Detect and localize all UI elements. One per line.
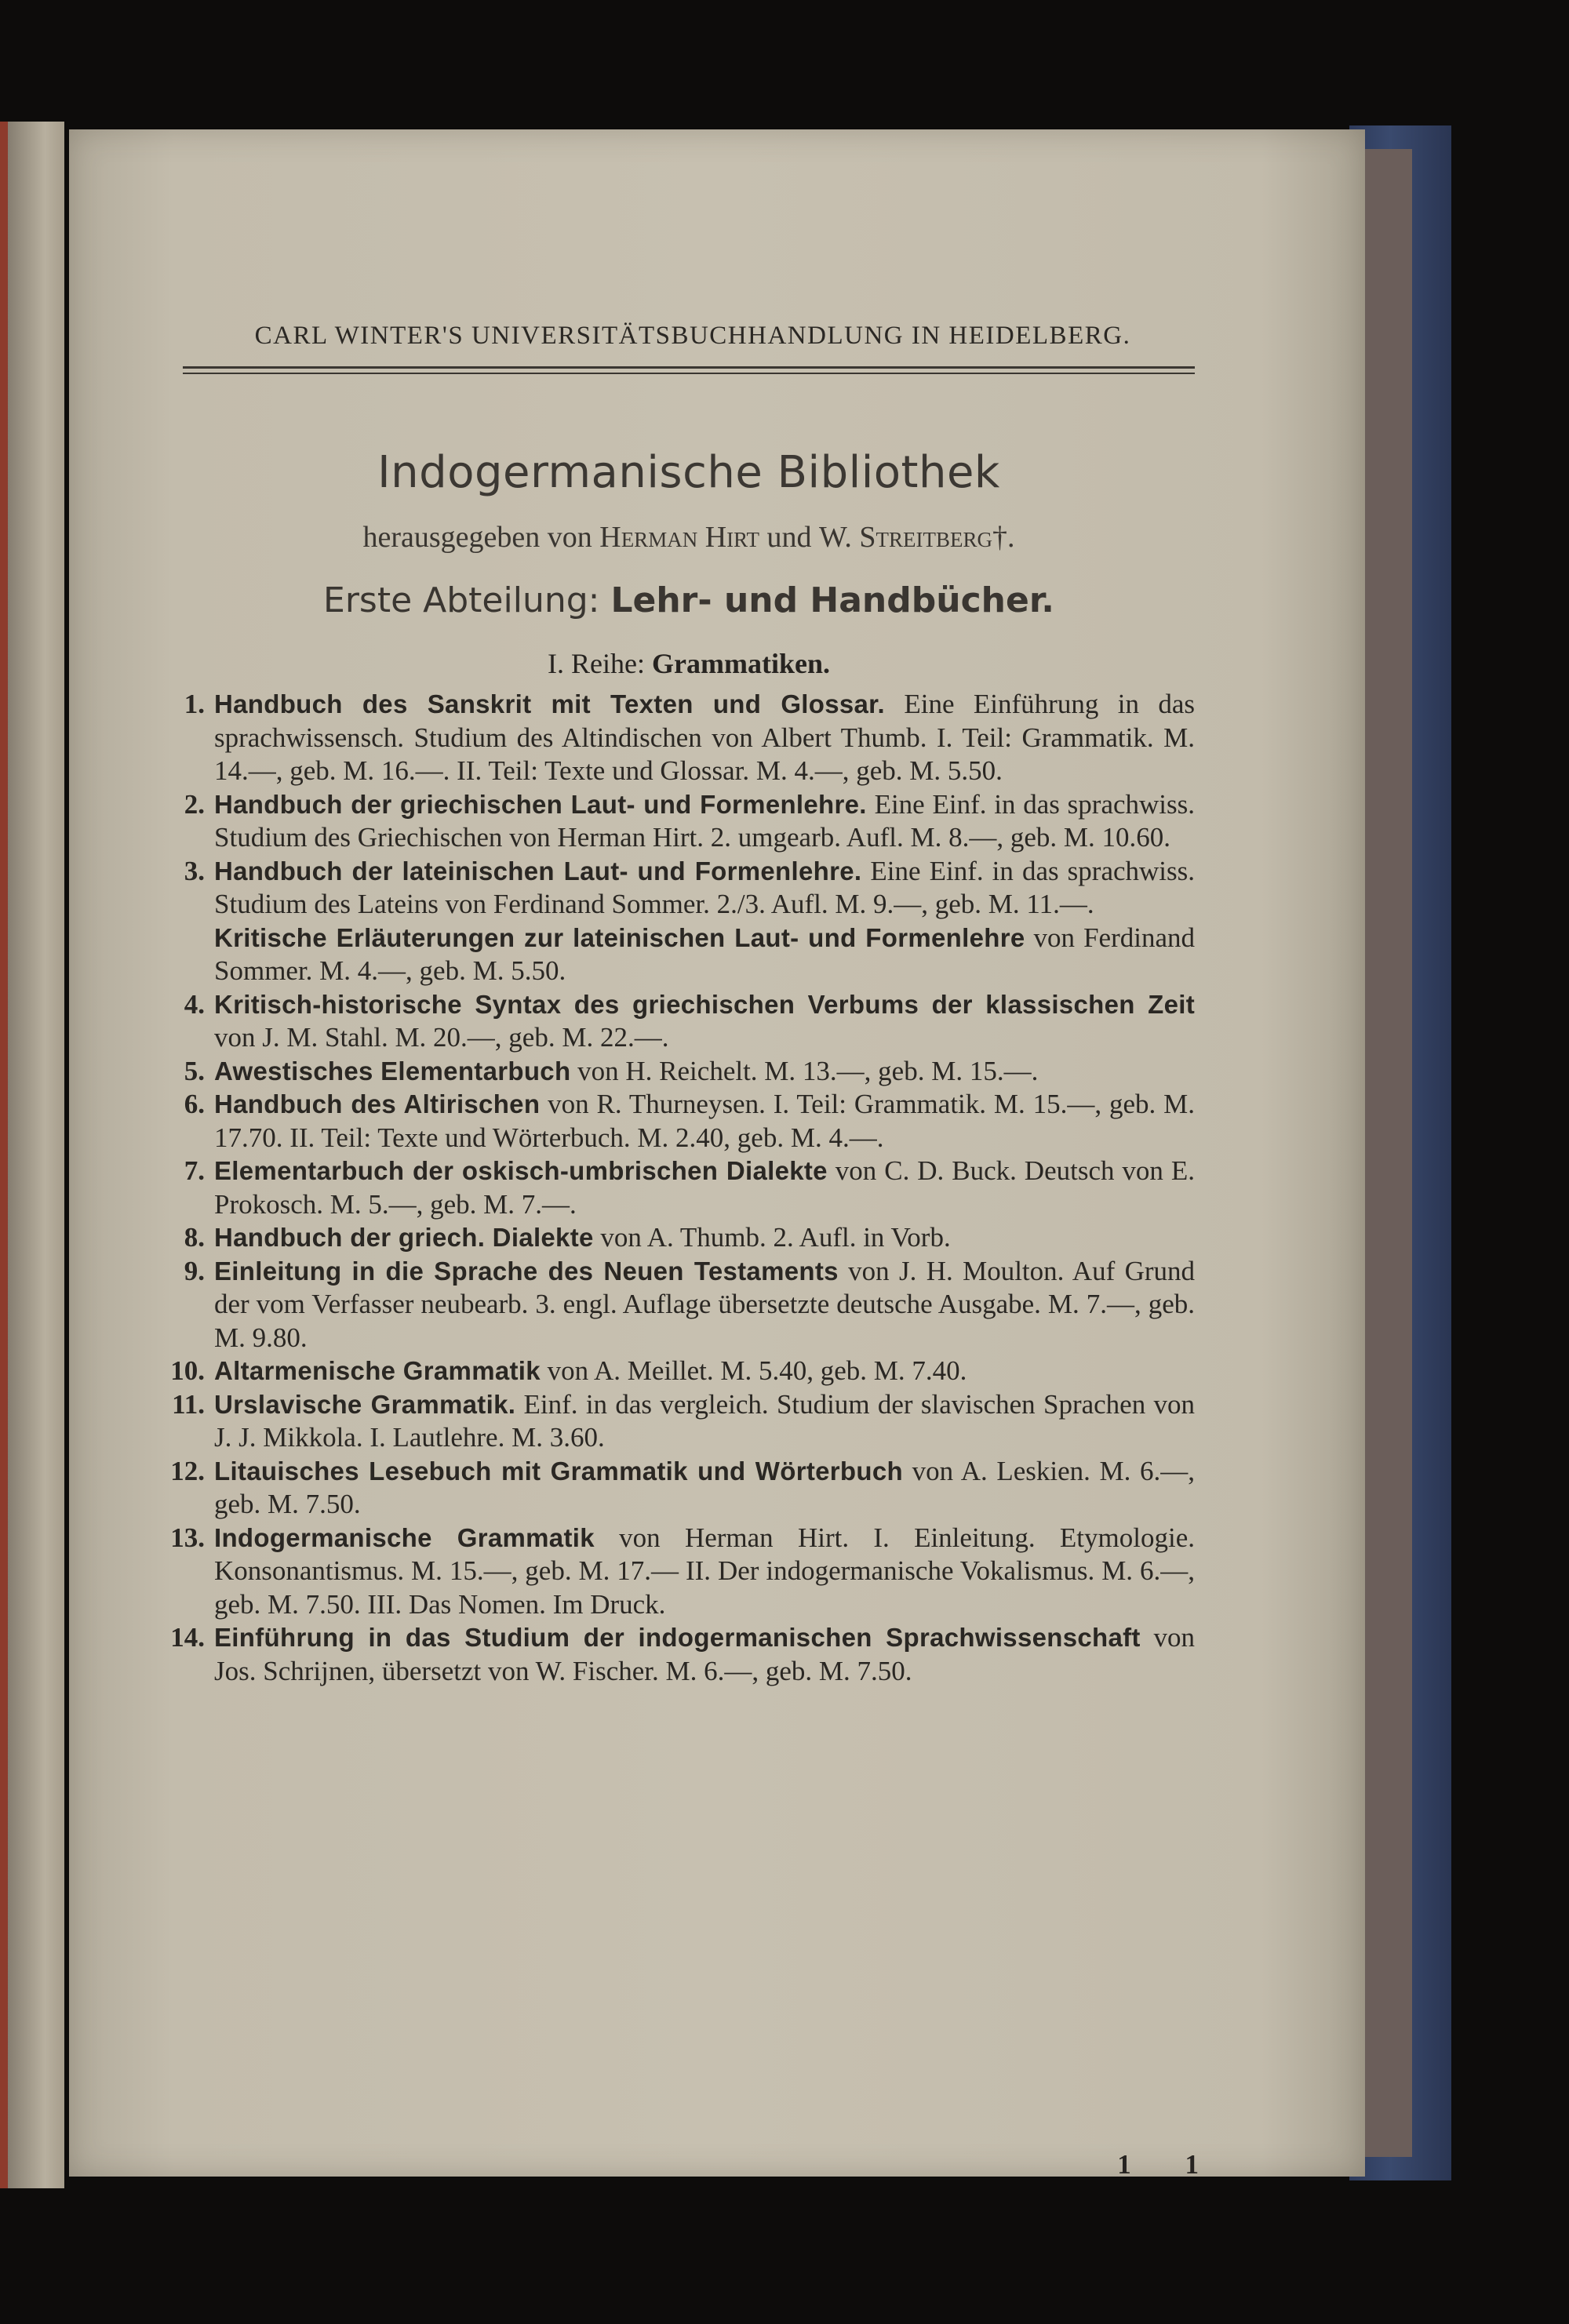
entry-number: 4.	[184, 988, 205, 1020]
entry-number: 11.	[172, 1388, 205, 1420]
division-label: Erste Abteilung:	[323, 580, 600, 620]
entry-number: 6.	[184, 1089, 205, 1119]
series-name: Grammatiken.	[652, 648, 830, 679]
entry-text: von Ferdinand Sommer. M. 4.—, geb. M. 5.50.	[214, 922, 1195, 986]
list-item	[167, 1388, 1195, 1455]
entry-text: von Herman Hirt. I. Einleitung. Etymologie. Konsonantismus. M. 15.—, geb. M. 17.— II. Der indogermanische Vokalismus. M. 6.—, geb. M. 7.50. III. Das Nomen. Im Druck.	[214, 1522, 1195, 1620]
entry-title: Handbuch des Altirischen	[214, 1089, 541, 1118]
entry-number: 14.	[170, 1622, 205, 1653]
entry-number: 7.	[184, 1155, 205, 1186]
entry-number: 13.	[170, 1522, 205, 1553]
header-rule-thin	[183, 373, 1195, 374]
list-item	[167, 1221, 1195, 1255]
list-item	[167, 1088, 1195, 1155]
left-cover-edge	[0, 122, 8, 2188]
entry-text: von A. Thumb. 2. Aufl. in Vorb.	[600, 1222, 951, 1253]
entry-title: Handbuch der griech. Dialekte	[214, 1223, 594, 1252]
entry-list	[167, 688, 1195, 1688]
list-item	[167, 1522, 1195, 1622]
entry-title: Awestisches Elementarbuch	[214, 1056, 571, 1086]
editor-streitberg: W. Streitberg†.	[819, 521, 1015, 554]
series-label: I. Reihe:	[548, 648, 645, 679]
cover-inner-edge	[1365, 149, 1412, 2157]
entry-number: 3.	[184, 855, 205, 886]
entry-text: von C. D. Buck. Deutsch von E. Prokosch. M. 5.—, geb. M. 7.—.	[214, 1155, 1195, 1220]
page-number-right: 1	[1185, 2149, 1199, 2180]
book-page	[69, 129, 1365, 2180]
entry-text: von J. H. Moulton. Auf Grund der vom Verfasser neubearb. 3. engl. Auflage übersetzte deutsche Ausgabe. M. 7.—, geb. M. 9.80.	[214, 1255, 1196, 1353]
entry-title: Kritische Erläuterungen zur lateinischen Laut- und Formenlehre	[214, 922, 1025, 952]
list-item	[167, 1455, 1195, 1522]
entry-title: Handbuch des Sanskrit mit Texten und Glossar.	[214, 689, 885, 718]
entry-number: 9.	[184, 1255, 205, 1286]
list-item	[167, 788, 1195, 855]
left-page-edge	[0, 122, 64, 2188]
list-item	[167, 1255, 1195, 1355]
entry-number: 8.	[184, 1222, 205, 1253]
list-item	[167, 1621, 1195, 1688]
entry-text: von A. Leskien. M. 6.—, geb. M. 7.50.	[214, 1455, 1195, 1519]
list-item	[167, 1055, 1195, 1089]
running-head: CARL WINTER'S UNIVERSITÄTSBUCHHANDLUNG IN HEIDELBERG.	[254, 322, 1131, 350]
entry-text: von J. M. Stahl. M. 20.—, geb. M. 22.—.	[214, 1022, 669, 1053]
entry-text: Eine Einf. in das sprachwiss. Studium des Lateins von Ferdinand Sommer. 2./3. Aufl. M. 9.—, geb. M. 11.—.	[214, 855, 1196, 919]
entry-title: Handbuch der griechischen Laut- und Formenlehre.	[214, 789, 867, 819]
entry-number: 10.	[170, 1355, 205, 1386]
entry-number: 2.	[184, 788, 205, 820]
page-title: Indogermanische Bibliothek	[377, 447, 1000, 498]
entry-title: Elementarbuch der oskisch-umbrischen Dialekte	[214, 1156, 828, 1185]
list-item	[167, 922, 1195, 988]
editors-line	[183, 520, 1195, 555]
list-item	[167, 688, 1195, 788]
series-heading	[183, 647, 1195, 680]
list-item	[167, 1155, 1195, 1221]
list-item	[167, 1355, 1195, 1388]
entry-text: von R. Thurneysen. I. Teil: Grammatik. M. 15.—, geb. M. 17.70. II. Teil: Texte und Wörterbuch. M. 2.40, geb. M. 4.—.	[214, 1089, 1196, 1153]
entry-text: von Jos. Schrijnen, übersetzt von W. Fischer. M. 6.—, geb. M. 7.50.	[214, 1622, 1196, 1686]
division-name: Lehr- und Handbücher.	[610, 580, 1054, 620]
editors-prefix: herausgegeben von	[362, 521, 592, 554]
division-heading	[183, 580, 1195, 620]
entry-number: 5.	[184, 1055, 205, 1086]
entry-text: Eine Einführung in das sprachwissensch. Studium des Altindischen von Albert Thumb. I. Teil: Grammatik. M. 14.—, geb. M. 16.—. II. Teil: Texte und Glossar. M. 4.—, geb. M. 5.50.	[214, 689, 1196, 786]
entry-title: Handbuch der lateinischen Laut- und Formenlehre.	[214, 856, 862, 886]
entry-text: Einf. in das vergleich. Studium der slavischen Sprachen von J. J. Mikkola. I. Lautlehre. M. 3.60.	[214, 1388, 1196, 1453]
entry-title: Altarmenische Grammatik	[214, 1356, 541, 1385]
page-number-left: 1	[1117, 2149, 1131, 2180]
entry-title: Einleitung in die Sprache des Neuen Testaments	[214, 1256, 839, 1286]
entry-text: von A. Meillet. M. 5.40, geb. M. 7.40.	[547, 1355, 967, 1386]
header-rule-thick	[183, 366, 1195, 369]
entry-number: 12.	[170, 1455, 205, 1486]
entry-text: von H. Reichelt. M. 13.—, geb. M. 15.—.	[577, 1055, 1039, 1086]
list-item	[167, 855, 1195, 922]
entry-title: Einführung in das Studium der indogermanischen Sprachwissenschaft	[214, 1623, 1141, 1652]
page-numbers	[1003, 2149, 1199, 2180]
entry-title: Litauisches Lesebuch mit Grammatik und Wörterbuch	[214, 1456, 903, 1486]
entry-number: 1.	[184, 689, 205, 719]
entry-title: Kritisch-historische Syntax des griechischen Verbums der klassischen Zeit	[214, 989, 1195, 1019]
list-item	[167, 988, 1195, 1055]
editors-conj: und	[766, 521, 812, 554]
entry-title: Indogermanische Grammatik	[214, 1522, 595, 1552]
entry-text: Eine Einf. in das sprachwiss. Studium des Griechischen von Herman Hirt. 2. umgearb. Aufl. M. 8.—, geb. M. 10.60.	[214, 788, 1196, 853]
entry-title: Urslavische Grammatik.	[214, 1389, 516, 1419]
editor-hirt: Herman Hirt	[599, 521, 760, 554]
